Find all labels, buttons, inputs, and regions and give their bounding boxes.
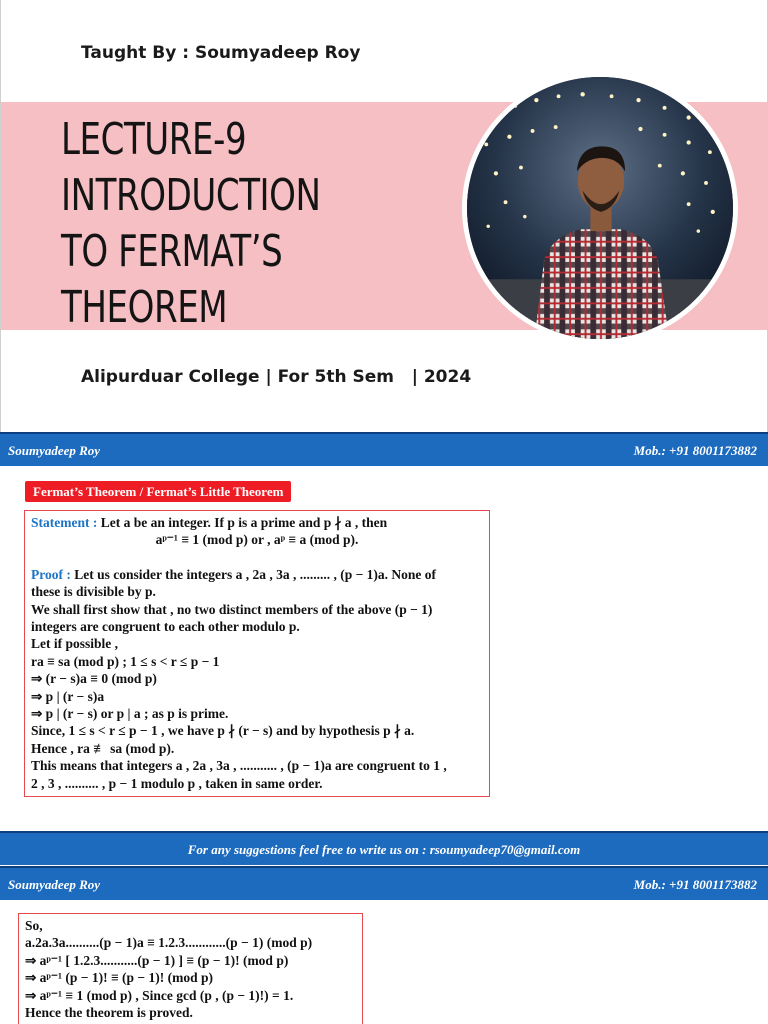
conclusion-line: ⇒ aᵖ⁻¹ (p − 1)! ≡ (p − 1)! (mod p) xyxy=(25,970,213,986)
proof-label: Proof : xyxy=(31,566,71,582)
author-name: Soumyadeep Roy xyxy=(8,877,101,892)
statement-text: Let a be an integer. If p is a prime and p ∤ a , then xyxy=(97,515,388,530)
author-phone: Mob.: +91 8001173882 xyxy=(633,877,757,892)
conclusion-line: a.2a.3a..........(p − 1)a ≡ 1.2.3............(p − 1) (mod p) xyxy=(25,935,313,951)
feedback-note: For any suggestions feel free to write us on : rsoumyadeep70@gmail.com xyxy=(187,842,581,857)
proof-line: ra ≡ sa (mod p) ; 1 ≤ s < r ≤ p − 1 xyxy=(31,653,220,669)
proof-line xyxy=(31,566,483,583)
proof-line: This means that integers a , 2a , 3a , ........... , (p − 1)a are congruent to 1 , xyxy=(31,758,447,774)
page-footer xyxy=(0,831,768,865)
theorem-box xyxy=(24,510,490,797)
title-line: INTRODUCTION xyxy=(61,170,321,221)
statement-line xyxy=(31,514,483,531)
conclusion-line: So, xyxy=(25,918,43,933)
statement-label: Statement : xyxy=(31,515,98,530)
author-name: Soumyadeep Roy xyxy=(8,443,101,458)
taught-by: Taught By : Soumyadeep Roy xyxy=(81,43,361,63)
statement-formula: aᵖ⁻¹ ≡ 1 (mod p) or , aᵖ ≡ a (mod p). xyxy=(155,532,359,548)
proof-line: Hence , ra ≢ sa (mod p). xyxy=(31,740,175,756)
proof-text: Let us consider the integers a , 2a , 3a , ......... , (p − 1)a. None of xyxy=(70,566,437,582)
proof-line: Since, 1 ≤ s < r ≤ p − 1 , we have p ∤ (r − s) and by hypothesis p ∤ a. xyxy=(31,723,415,739)
proof-line: ⇒ p | (r − s)a xyxy=(31,688,105,704)
section-tag: Fermat’s Theorem / Fermat’s Little Theorem xyxy=(25,481,291,502)
proof-line: We shall first show that , no two distinct members of the above (p − 1) xyxy=(31,601,433,617)
title-line: THEOREM xyxy=(61,282,228,333)
proof-line: these is divisible by p. xyxy=(31,584,156,600)
author-phone: Mob.: +91 8001173882 xyxy=(633,443,757,458)
conclusion-box xyxy=(18,913,363,1024)
instructor-photo-image xyxy=(467,77,733,339)
page-header xyxy=(0,432,768,466)
conclusion-line: ⇒ aᵖ⁻¹ [ 1.2.3...........(p − 1) ] ≡ (p − 1)! (mod p) xyxy=(25,952,289,968)
lecture-title xyxy=(61,112,405,336)
conclusion-line: Hence the theorem is proved. xyxy=(25,1005,193,1021)
title-line: TO FERMAT’S xyxy=(61,226,283,277)
title-line: LECTURE-9 xyxy=(61,114,247,165)
college-line: Alipurduar College | For 5th Sem | 2024 xyxy=(81,367,472,387)
page-header xyxy=(0,866,768,900)
cover-page xyxy=(0,0,768,432)
proof-line: 2 , 3 , .......... , p − 1 modulo p , taken in same order. xyxy=(31,775,323,791)
instructor-photo xyxy=(462,72,738,344)
spacer xyxy=(31,549,483,566)
proof-line: integers are congruent to each other modulo p. xyxy=(31,619,300,635)
proof-line: ⇒ p | (r − s) or p | a ; as p is prime. xyxy=(31,706,229,722)
proof-line: ⇒ (r − s)a ≡ 0 (mod p) xyxy=(31,671,157,687)
conclusion-line: ⇒ aᵖ⁻¹ ≡ 1 (mod p) , Since gcd (p , (p − 1)!) = 1. xyxy=(25,987,294,1003)
proof-line: Let if possible , xyxy=(31,636,119,652)
